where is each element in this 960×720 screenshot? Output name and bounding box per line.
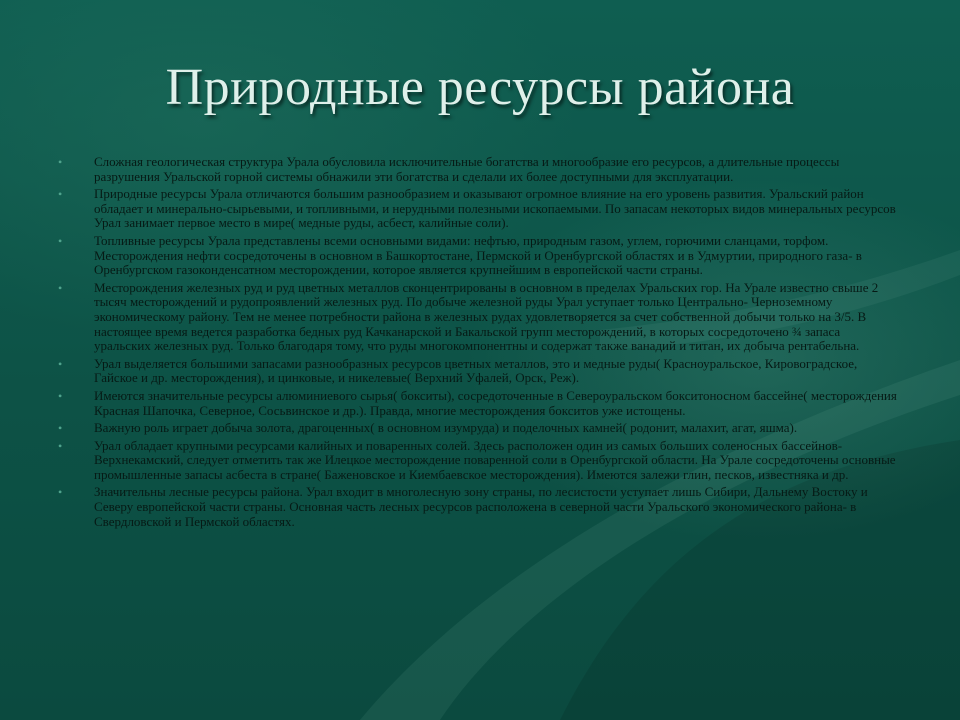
bullet-item — [58, 439, 898, 483]
bullet-item — [58, 234, 898, 278]
bullet-item — [58, 421, 898, 436]
bullet-text: Урал обладает крупными ресурсами калийных и поваренных солей. Здесь расположен один из самых больших соленосных бассейнов- Верхнекамский, следует отметить так же Илецкое месторождение поваренной соли в Оренбургской области. На Урале сосредоточены основные промышленные запасы асбеста в стране( Баженовское и Киембаевское месторождения). Имеются залежи глин, песков, известняка и др. — [94, 437, 896, 482]
bullet-item — [58, 187, 898, 231]
bullet-text: Месторождения железных руд и руд цветных металлов сконцентрированы в основном в пределах Уральских гор. На Урале известно свыше 2 тысяч месторождений и рудопроявлений железных руд. По добыче железной руды Урал уступает только Центрально- Черноземному экономическому району. Тем не менее потребности района в железных рудах удовлетворяется за счет собственной добычи только на 3/5. В настоящее время ведется разработка бедных руд Качканарской и Бакальской групп месторождений, в которых сосредоточено ¾ запаса уральских железных руд. Только благодаря тому, что руды многокомпонентны и содержат также ванадий и титан, их добыча рентабельна. — [94, 279, 879, 354]
bullet-text: Урал выделяется большими запасами разнообразных ресурсов цветных металлов, это и медные руды( Красноуральское, Кировоградское, Гайское и др. месторождения), и цинковые, и никелевые( Верхний Уфалей, Орск, Реж). — [94, 355, 858, 386]
bullet-item — [58, 155, 898, 184]
bullet-item — [58, 485, 898, 529]
bullet-text: Природные ресурсы Урала отличаются большим разнообразием и оказывают огромное влияние на его уровень развития. Уральский район обладает и минерально-сырьевыми, и топливными, и нерудными полезными ископаемыми. По запасам некоторых видов минеральных ресурсов Урал занимает первое место в мире( медные руды, асбест, калийные соли). — [94, 186, 896, 231]
bullet-icon: • — [58, 438, 63, 453]
slide-title: Природные ресурсы района — [165, 59, 795, 116]
bullet-icon: • — [58, 187, 63, 202]
bullet-text: Имеются значительные ресурсы алюминиевого сырья( бокситы), сосредоточенные в Североуральском бокситоносном бассейне( месторождения Красная Шапочка, Северное, Сосьвинское и др.). Правда, многие месторождения бокситов уже истощены. — [94, 387, 897, 418]
bullet-icon: • — [58, 388, 63, 403]
bullet-text: Топливные ресурсы Урала представлены всеми основными видами: нефтью, природным газом, углем, горючими сланцами, торфом. Месторождения нефти сосредоточены в основном в Башкортостане, Пермской и Оренбургской областях и в Удмуртии, природного газа- в Оренбургском газоконденсатном месторождении, которое является крупнейшим в европейской части страны. — [94, 232, 862, 278]
bullet-item — [58, 389, 898, 418]
bullet-icon: • — [58, 233, 63, 248]
bullet-icon: • — [58, 280, 63, 295]
bullet-text: Значительны лесные ресурсы района. Урал входит в многолесную зону страны, по лесистости уступает лишь Сибири, Дальнему Востоку и Северу европейской части страны. Основная часть лесных ресурсов расположена в северной части Уральского экономического района- в Свердловской и Пермской областях. — [94, 484, 868, 529]
bullet-icon: • — [58, 356, 63, 371]
bullet-item — [58, 357, 898, 386]
bullet-list — [58, 155, 898, 532]
bullet-icon: • — [58, 155, 63, 169]
bullet-text: Важную роль играет добыча золота, драгоценных( в основном изумруда) и поделочных камней( родонит, малахит, агат, яшма). — [94, 420, 798, 436]
bullet-item — [58, 281, 898, 354]
bullet-icon: • — [58, 485, 63, 500]
bullet-icon: • — [58, 421, 63, 436]
bullet-text: Сложная геологическая структура Урала обусловила исключительные богатства и многообразие его ресурсов, а длительные процессы разрушения Уральской горной системы обнажили эти богатства и сделали их более доступными для эксплуатации. — [94, 154, 840, 184]
